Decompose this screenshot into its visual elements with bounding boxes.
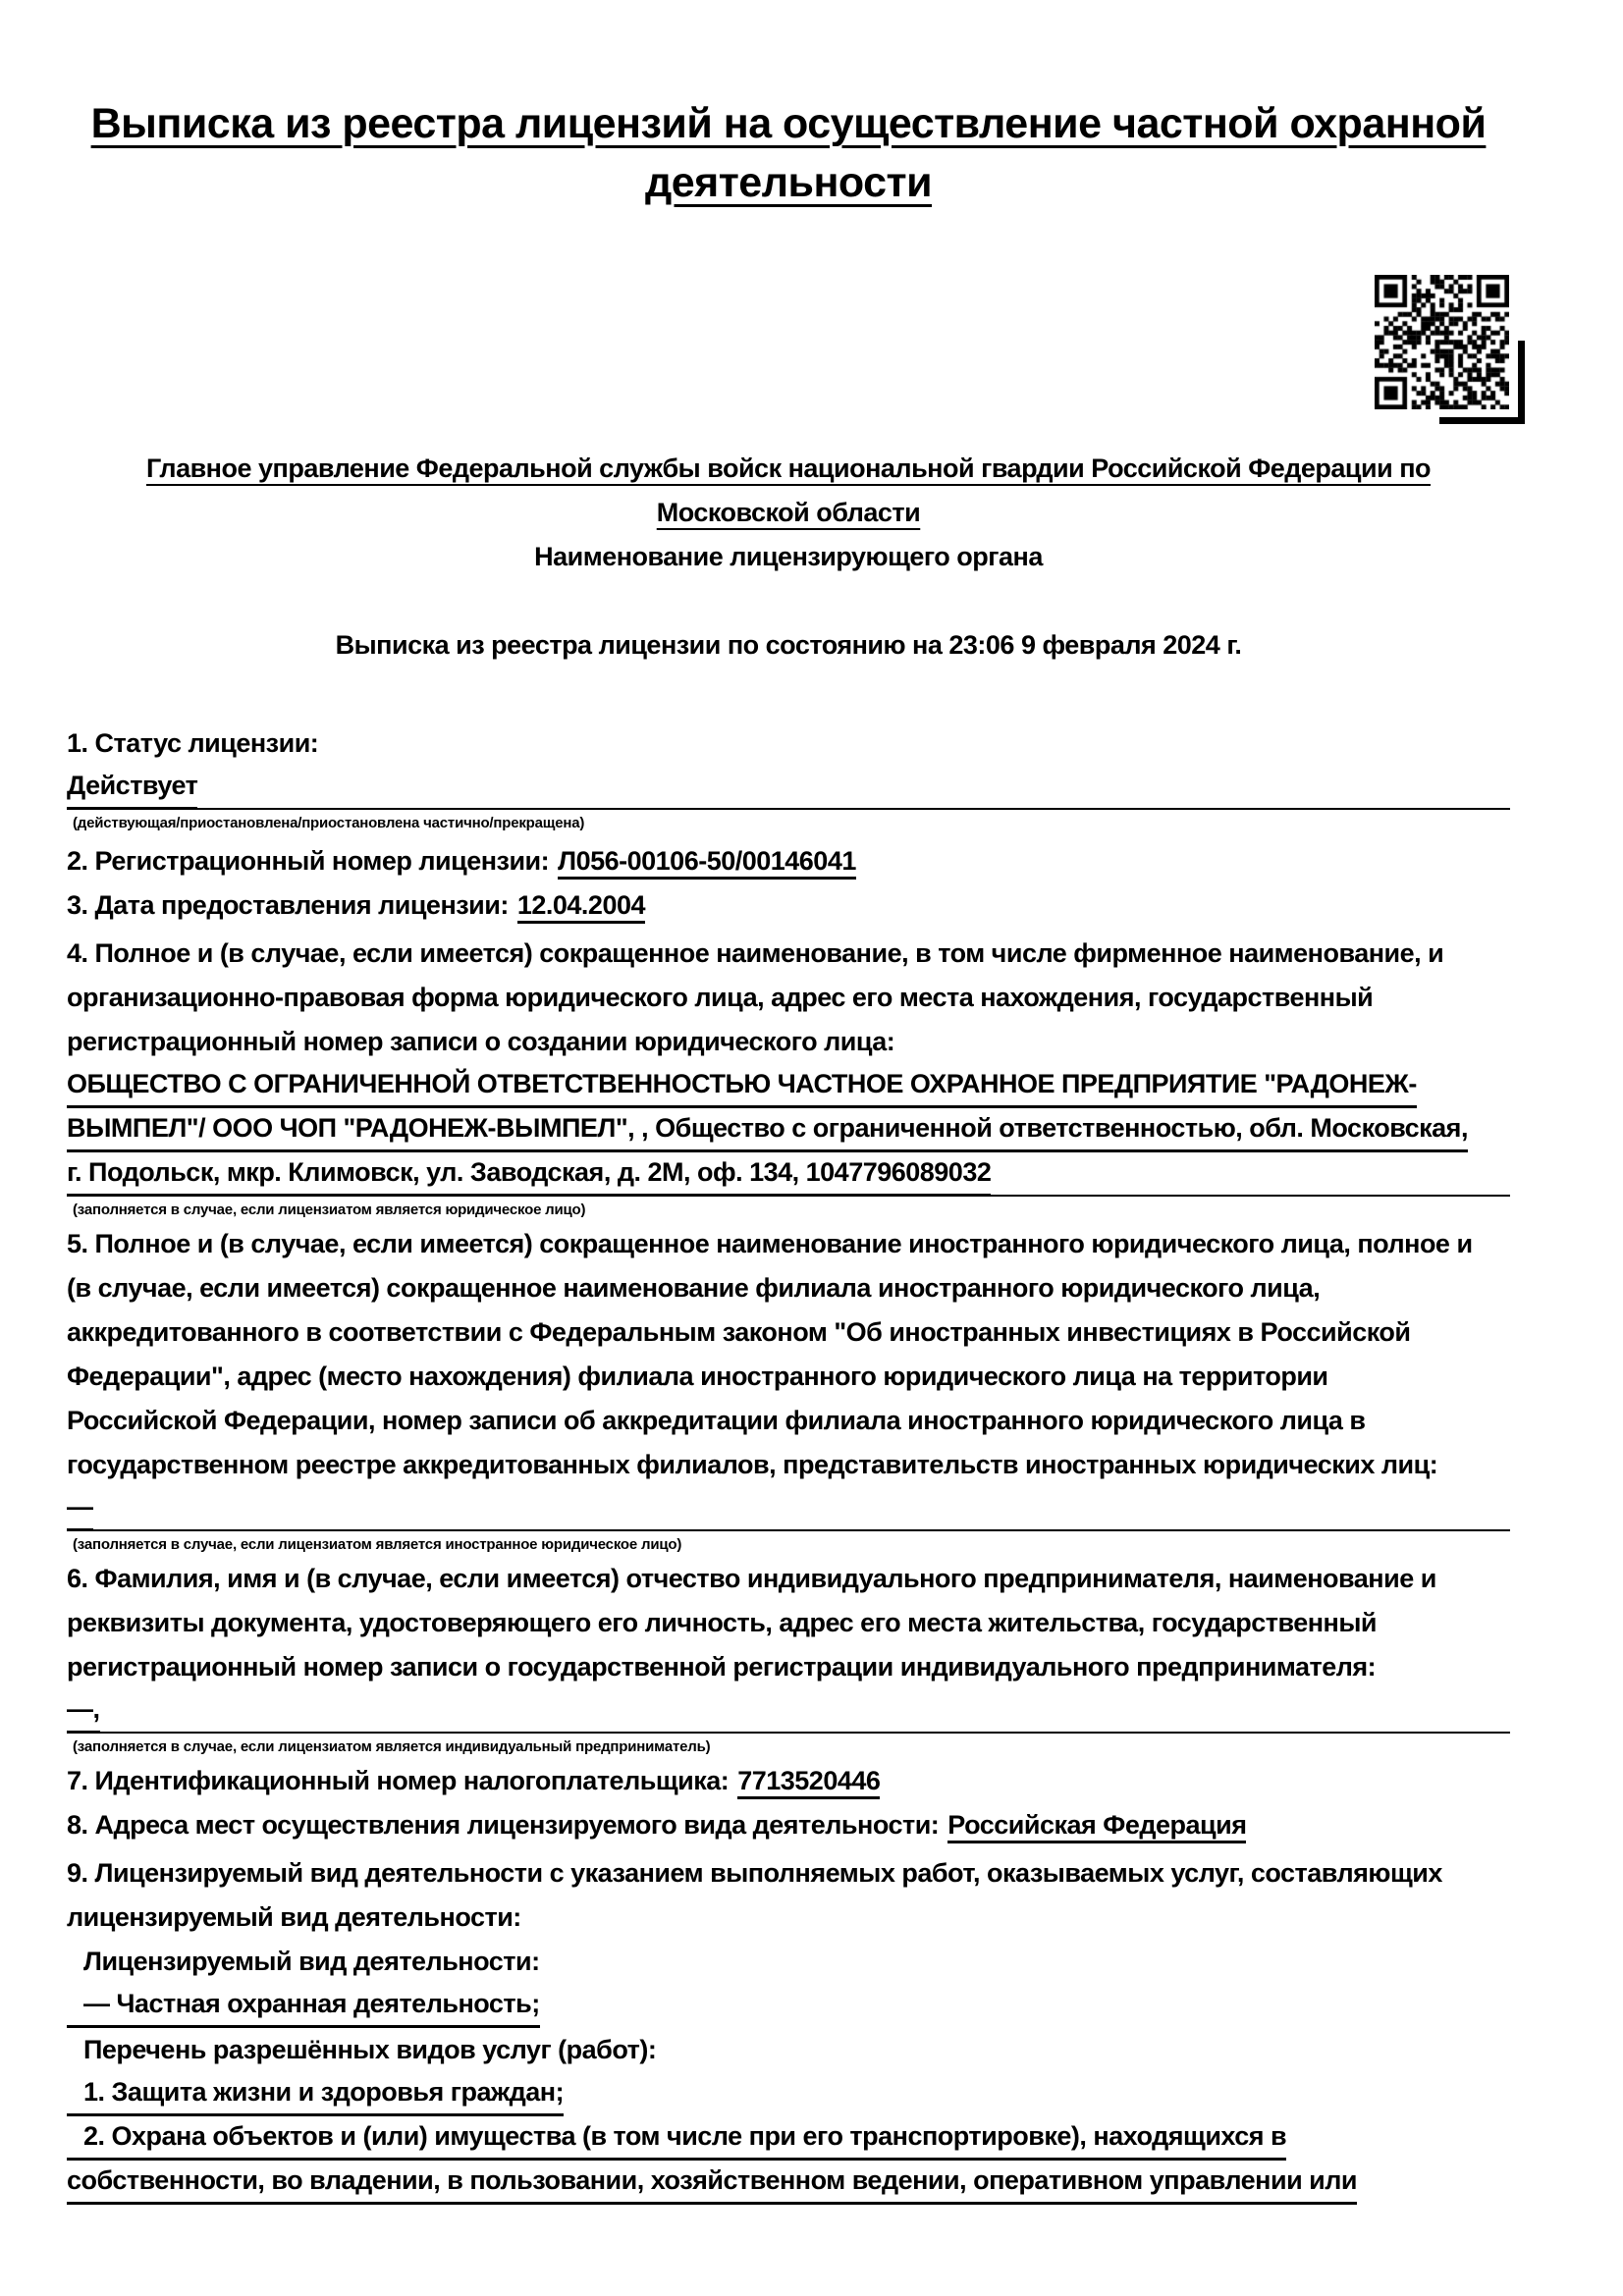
field-licensed-activity: [67, 1851, 1510, 2205]
licensing-authority-name: Главное управление Федеральной службы войск национальной гвардии Российской Федерации по: [145, 454, 1432, 483]
field-text-line: 6. Фамилия, имя и (в случае, если имеется) отчество индивидуального предпринимателя, наименование и: [67, 1564, 1436, 1593]
service-item-2: 2. Охрана объектов и (или) имущества (в том числе при его транспортировке), находящихся в: [67, 2117, 1286, 2161]
field-label: 3. Дата предоставления лицензии:: [67, 890, 509, 920]
service-item-2-continued: собственности, во владении, в пользовании, хозяйственном ведении, оперативном управлении или: [67, 2162, 1357, 2205]
licensing-authority-caption: Наименование лицензирующего органа: [534, 542, 1043, 571]
title-line: Выписка из реестра лицензий на осуществление частной охранной: [90, 100, 1487, 147]
field-value-line: [67, 1152, 1510, 1197]
document-content: [67, 0, 1510, 2205]
blank-fill-line: [197, 808, 1510, 810]
field-label: 8. Адреса мест осуществления лицензируемого вида деятельности:: [67, 1810, 940, 1840]
field-entrepreneur-value: —,: [67, 1690, 100, 1734]
service-item-line: [67, 2116, 1510, 2161]
blank-fill-line: [991, 1195, 1510, 1197]
field-legal-entity-value: г. Подольск, мкр. Климовск, ул. Заводская, д. 2М, оф. 134, 1047796089032: [67, 1153, 991, 1197]
field-label: 2. Регистрационный номер лицензии:: [67, 846, 550, 876]
field-text-line: регистрационный номер записи о создании юридического лица:: [67, 1027, 895, 1056]
services-list-label: Перечень разрешённых видов услуг (работ):: [83, 2035, 657, 2064]
field-foreign-entity-note: (заполняется в случае, если лицензиатом является иностранное юридическое лицо): [73, 1536, 682, 1553]
service-item-line: [67, 2161, 1510, 2205]
field-license-status-value: Действует: [67, 767, 197, 810]
field-legal-entity: [67, 932, 1510, 1222]
field-grant-date-value: 12.04.2004: [517, 890, 645, 924]
field-value-line: [67, 1108, 1510, 1152]
field-license-status-value-line: [67, 766, 1510, 810]
field-foreign-entity-value: —: [67, 1488, 93, 1531]
field-license-status-note: (действующая/приостановлена/приостановлена частично/прекращена): [73, 815, 585, 831]
field-label: 7. Идентификационный номер налогоплательщика:: [67, 1766, 730, 1795]
field-grant-date: [67, 883, 1510, 928]
field-text-line: реквизиты документа, удостоверяющего его личность, адрес его места жительства, государственный: [67, 1608, 1378, 1637]
field-text-line: организационно-правовая форма юридического лица, адрес его места нахождения, государственный: [67, 983, 1374, 1012]
field-text-line: Российской Федерации, номер записи об аккредитации филиала иностранного юридического лица в: [67, 1406, 1366, 1435]
field-text-line: 5. Полное и (в случае, если имеется) сокращенное наименование иностранного юридического лица, полное и: [67, 1229, 1473, 1258]
field-text-line: Федерации", адрес (место нахождения) филиала иностранного юридического лица на территории: [67, 1362, 1328, 1391]
field-legal-entity-note: (заполняется в случае, если лицензиатом является юридическое лицо): [73, 1201, 586, 1218]
field-entrepreneur: [67, 1557, 1510, 1759]
field-taxpayer-id-value: 7713520446: [737, 1766, 880, 1799]
field-activity-addresses: [67, 1803, 1510, 1847]
field-text-line: 9. Лицензируемый вид деятельности с указанием выполняемых работ, оказываемых услуг, составляющих: [67, 1858, 1442, 1888]
field-registration-number: [67, 839, 1510, 883]
activity-type-value: — Частная охранная деятельность;: [67, 1985, 540, 2028]
field-foreign-entity: [67, 1222, 1510, 1557]
field-text-line: государственном реестре аккредитованных филиалов, представительств иностранных юридических лиц:: [67, 1450, 1438, 1479]
title-line: деятельности: [644, 159, 933, 206]
field-text-line: аккредитованного в соответствии с Федеральным законом "Об иностранных инвестициях в Российской: [67, 1317, 1411, 1347]
field-value-line: [67, 1689, 1510, 1734]
activity-type-label: Лицензируемый вид деятельности:: [83, 1947, 540, 1976]
service-item-1: 1. Защита жизни и здоровья граждан;: [67, 2073, 564, 2116]
extract-date-line: Выписка из реестра лицензии по состоянию на 23:06 9 февраля 2024 г.: [335, 630, 1242, 660]
document-title: [67, 94, 1510, 212]
fields-list: [67, 721, 1510, 2205]
licensing-authority-region: Московской области: [656, 498, 921, 527]
field-text-line: (в случае, если имеется) сокращенное наименование филиала иностранного юридического лица,: [67, 1273, 1321, 1303]
field-text-line: регистрационный номер записи о государственной регистрации индивидуального предпринимателя:: [67, 1652, 1377, 1682]
licensing-authority-block: [67, 447, 1510, 579]
field-license-status-label: 1. Статус лицензии:: [67, 728, 319, 758]
field-text-line: лицензируемый вид деятельности:: [67, 1902, 521, 1932]
field-activity-addresses-value: Российская Федерация: [947, 1810, 1246, 1843]
field-value-line: [67, 1487, 1510, 1531]
field-taxpayer-id: [67, 1759, 1510, 1803]
field-value-line: [67, 1064, 1510, 1108]
field-entrepreneur-note: (заполняется в случае, если лицензиатом является индивидуальный предприниматель): [73, 1738, 711, 1755]
service-item-line: [67, 2072, 1510, 2116]
field-text-line: 4. Полное и (в случае, если имеется) сокращенное наименование, в том числе фирменное наименование, и: [67, 938, 1444, 968]
field-legal-entity-value: ВЫМПЕЛ"/ ООО ЧОП "РАДОНЕЖ-ВЫМПЕЛ", , Общество с ограниченной ответственностью, обл. Московская,: [67, 1109, 1468, 1152]
field-legal-entity-value: ОБЩЕСТВО С ОГРАНИЧЕННОЙ ОТВЕТСТВЕННОСТЬЮ ЧАСТНОЕ ОХРАННОЕ ПРЕДПРИЯТИЕ "РАДОНЕЖ-: [67, 1065, 1417, 1108]
field-registration-number-value: Л056-00106-50/00146041: [558, 846, 856, 880]
activity-type-value-line: [67, 1984, 1510, 2028]
blank-fill-line: [93, 1529, 1511, 1531]
blank-fill-line: [100, 1732, 1510, 1734]
